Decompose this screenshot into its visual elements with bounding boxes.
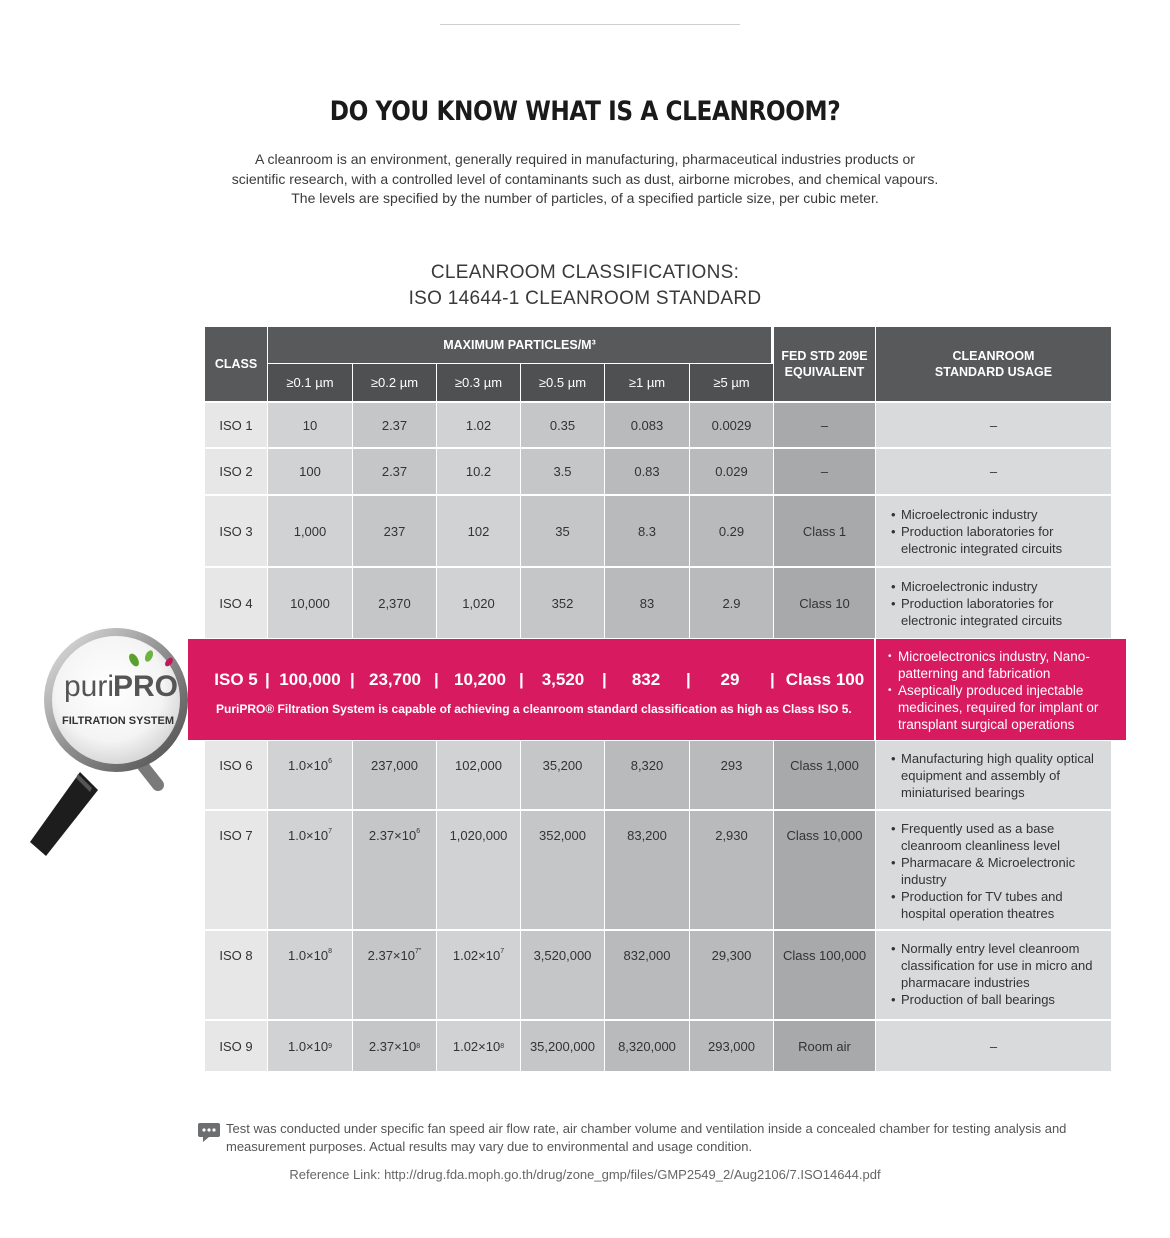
highlight-usage-list: [888, 648, 1122, 733]
logo-tagline: FILTRATION SYSTEM: [61, 715, 175, 727]
row-value: 352,000: [521, 811, 604, 929]
usage-item: • Production laboratories for electronic integrated circuits: [891, 523, 1103, 557]
row-value: 1.02: [437, 403, 520, 447]
row-usage: –: [876, 1021, 1111, 1071]
row-value: 1,020: [437, 568, 520, 638]
header-fed-std: FED STD 209E EQUIVALENT: [774, 327, 875, 401]
row-value: 8.3: [605, 496, 689, 566]
row-value: 102,000: [437, 741, 520, 809]
row-value: 0.35: [521, 403, 604, 447]
usage-item: • Production of ball bearings: [891, 991, 1103, 1008]
highlight-value: 100,000: [279, 670, 341, 689]
row-value: 1.0×10 $^8$: [268, 931, 352, 1019]
row-value: 2.9: [690, 568, 773, 638]
row-usage: [876, 496, 1111, 566]
top-divider: [440, 24, 740, 25]
highlight-separator: |: [434, 670, 439, 689]
section-title-line: ISO 14644-1 CLEANROOM STANDARD: [408, 288, 762, 309]
row-fed-equivalent: Class 1,000: [774, 741, 875, 809]
row-class: ISO 3: [205, 496, 267, 566]
row-value: 237: [353, 496, 436, 566]
row-value: 2.37: [353, 403, 436, 447]
highlight-value: 29: [720, 670, 740, 689]
section-title-line: CLEANROOM CLASSIFICATIONS:: [430, 262, 740, 283]
row-value: 2,930: [690, 811, 773, 929]
usage-list: [876, 506, 1111, 557]
header-size: ≥0.5 µm: [521, 364, 604, 401]
reference-link: Reference Link: http://drug.fda.moph.go.th/drug/zone_gmp/files/GMP2549_2/Aug2106/7.ISO14644.pdf: [289, 1167, 881, 1182]
row-value: 1.02×10 $^7$: [437, 931, 520, 1019]
row-value: 2.37×10 $^{7"}$: [353, 931, 436, 1019]
row-value: 35,200: [521, 741, 604, 809]
intro-text: [185, 150, 985, 209]
row-value: 29,300: [690, 931, 773, 1019]
usage-list: [876, 578, 1111, 629]
header-size: ≥0.3 µm: [437, 364, 520, 401]
header-max-particles: MAXIMUM PARTICLES/M³: [268, 327, 771, 363]
row-value: 1,020,000: [437, 811, 520, 929]
usage-item: • Production for TV tubes and hospital operation theatres: [891, 888, 1103, 922]
header-size: ≥5 µm: [690, 364, 773, 401]
usage-item: • Frequently used as a base cleanroom cleanliness level: [891, 820, 1103, 854]
row-value: 10.2: [437, 449, 520, 494]
row-fed-equivalent: Class 1: [774, 496, 875, 566]
row-value: 0.029: [690, 449, 773, 494]
row-fed-equivalent: Room air: [774, 1021, 875, 1071]
header-usage: CLEANROOM STANDARD USAGE: [876, 327, 1111, 401]
usage-list: [876, 750, 1111, 801]
row-value: 1.0×10 $^6$: [268, 741, 352, 809]
row-value: 0.0029: [690, 403, 773, 447]
usage-item: • Production laboratories for electronic integrated circuits: [891, 595, 1103, 629]
row-class: ISO 4: [205, 568, 267, 638]
row-usage: –: [876, 449, 1111, 494]
row-value: 1.0×10 9: [268, 1021, 352, 1071]
highlight-note: PuriPRO® Filtration System is capable of achieving a cleanroom standard classification as high as Class ISO 5.: [216, 702, 852, 716]
header-size: ≥0.1 µm: [268, 364, 352, 401]
row-fed-equivalent: –: [774, 449, 875, 494]
header-size: ≥0.2 µm: [353, 364, 436, 401]
highlight-separator: |: [686, 670, 691, 689]
logo-puri: puri: [64, 670, 115, 703]
highlight-separator: |: [602, 670, 607, 689]
usage-item: • Normally entry level cleanroom classification for use in micro and pharmacare industries: [891, 940, 1103, 991]
footnote: Test was conducted under specific fan speed air flow rate, air chamber volume and ventilation inside a concealed chamber for testing analysis and measurement purposes. Actual results may vary due to environmental and usage condition.: [226, 1121, 1067, 1154]
usage-item: • Pharmacare & Microelectronic industry: [891, 854, 1103, 888]
intro-line: The levels are specified by the number of particles, of a specified particle size, per cubic meter.: [291, 190, 879, 206]
row-usage: [876, 931, 1111, 1019]
highlight-usage-item: • Aseptically produced injectable medicines, required for implant or transplant surgical operations: [888, 682, 1122, 733]
highlight-value: 3,520: [541, 670, 585, 689]
row-usage: [876, 741, 1111, 809]
row-value: 832,000: [605, 931, 689, 1019]
highlight-separator: |: [350, 670, 355, 689]
usage-list: [876, 940, 1111, 1008]
row-value: 0.83: [605, 449, 689, 494]
highlight-separator: |: [519, 670, 524, 689]
row-value: 1.02×10 8: [437, 1021, 520, 1071]
row-fed-equivalent: –: [774, 403, 875, 447]
highlight-value: 23,700: [369, 670, 421, 689]
row-value: 8,320,000: [605, 1021, 689, 1071]
row-usage: –: [876, 403, 1111, 447]
magnifier-handle: [28, 757, 158, 856]
row-value: 83: [605, 568, 689, 638]
row-value: 2.37: [353, 449, 436, 494]
row-value: 2,370: [353, 568, 436, 638]
row-value: 1,000: [268, 496, 352, 566]
row-value: 0.29: [690, 496, 773, 566]
row-value: 293,000: [690, 1021, 773, 1071]
row-usage: [876, 568, 1111, 638]
row-class: ISO 9: [205, 1021, 267, 1071]
highlight-class: ISO 5: [214, 670, 258, 689]
row-fed-equivalent: Class 10: [774, 568, 875, 638]
section-title: [0, 260, 1170, 312]
highlight-separator: |: [265, 670, 270, 689]
row-value: 100: [268, 449, 352, 494]
magnifier-logo: [18, 612, 228, 862]
row-value: 3,520,000: [521, 931, 604, 1019]
row-class: ISO 8: [205, 931, 267, 1019]
row-class: ISO 1: [205, 403, 267, 447]
usage-list: [876, 820, 1111, 922]
row-value: 8,320: [605, 741, 689, 809]
intro-line: A cleanroom is an environment, generally required in manufacturing, pharmaceutical industries products or: [255, 151, 915, 167]
row-value: 10,000: [268, 568, 352, 638]
row-fed-equivalent: Class 100,000: [774, 931, 875, 1019]
row-value: 35: [521, 496, 604, 566]
row-value: 293: [690, 741, 773, 809]
header-size: ≥1 µm: [605, 364, 689, 401]
usage-item: • Manufacturing high quality optical equipment and assembly of miniaturised bearings: [891, 750, 1103, 801]
row-value: 3.5: [521, 449, 604, 494]
row-value: 237,000: [353, 741, 436, 809]
chat-bubble-icon: [197, 1122, 221, 1144]
row-value: 83,200: [605, 811, 689, 929]
row-value: 1.0×10 $^7$: [268, 811, 352, 929]
row-class: ISO 7: [205, 811, 267, 929]
intro-line: scientific research, with a controlled level of contaminants such as dust, airborne microbes, and chemical vapours.: [231, 170, 939, 187]
page-title: DO YOU KNOW WHAT IS A CLEANROOM?: [329, 96, 841, 127]
highlight-value: 10,200: [454, 670, 506, 689]
row-value: 10: [268, 403, 352, 447]
highlight-usage-item: • Microelectronics industry, Nano-patterning and fabrication: [888, 648, 1122, 682]
header-class: CLASS: [205, 327, 267, 401]
row-value: 2.37×10 $^6$: [353, 811, 436, 929]
row-value: 102: [437, 496, 520, 566]
row-value: 0.083: [605, 403, 689, 447]
row-value: 2.37×10 8: [353, 1021, 436, 1071]
highlight-separator: |: [770, 670, 775, 689]
usage-item: • Microelectronic industry: [891, 506, 1103, 523]
logo-pro: PRO: [113, 670, 179, 703]
row-value: 352: [521, 568, 604, 638]
row-class: ISO 6: [205, 741, 267, 809]
row-fed-equivalent: Class 10,000: [774, 811, 875, 929]
row-class: ISO 2: [205, 449, 267, 494]
row-usage: [876, 811, 1111, 929]
usage-item: • Microelectronic industry: [891, 578, 1103, 595]
highlight-value: 832: [631, 670, 661, 689]
highlight-fed: Class 100: [785, 670, 865, 689]
row-value: 35,200,000: [521, 1021, 604, 1071]
